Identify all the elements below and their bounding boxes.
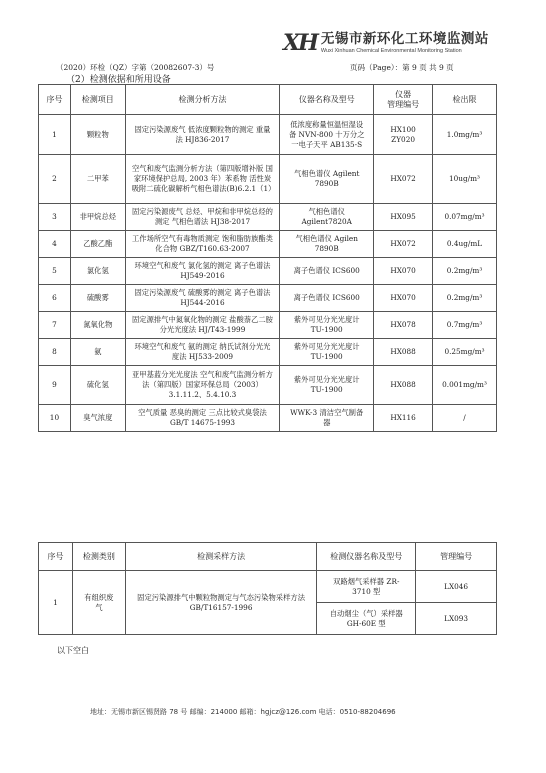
cell-no: 7: [39, 312, 71, 339]
cell-instrument: 紫外可见分光光度计 TU-1900: [280, 312, 374, 339]
cell-method: 工作场所空气有毒物质测定 饱和脂肪族酯类化合物 GBZ/T160.63-2007: [125, 231, 280, 258]
header-sampling-instrument: 检测仪器名称及型号: [317, 543, 416, 571]
header-code: 仪器 管理编号: [374, 85, 433, 115]
header-no: 序号: [39, 543, 73, 571]
station-logo: [283, 32, 489, 55]
table-row: [39, 339, 497, 366]
cell-code: HX100 ZY020: [374, 115, 433, 155]
cell-method: 固定污染源废气 总烃、甲烷和非甲烷总烃的测定 气相色谱法 HJ38-2017: [125, 204, 280, 231]
cell-instrument: 双路烟气采样器 ZR-3710 型: [317, 571, 416, 603]
table-header-row: [39, 543, 497, 571]
cell-instrument: 气相色谱仪 Agilen 7890B: [280, 231, 374, 258]
table-row: [39, 115, 497, 155]
cell-limit: 0.07mg/m³: [433, 204, 497, 231]
table-header-row: [39, 85, 497, 115]
table-row: [39, 312, 497, 339]
cell-method: 亚甲基蓝分光光度法 空气和废气监测分析方法（第四版）国家环保总局（2003）3.1.11.2、5.4.10.3: [125, 366, 280, 405]
cell-code: HX116: [374, 405, 433, 432]
table-row: [39, 285, 497, 312]
table-row: [39, 571, 497, 603]
blank-below-note: 以下空白: [57, 646, 89, 655]
table-row: [39, 405, 497, 432]
cell-limit: 0.001mg/m³: [433, 366, 497, 405]
cell-method: 固定源排气中氮氧化物的测定 盐酸萘乙二胺分光光度法 HJ/T43-1999: [125, 312, 280, 339]
cell-item: 硫化氢: [70, 366, 125, 405]
cell-method: 固定污染源废气 低浓度颗粒物的测定 重量法 HJ836-2017: [125, 115, 280, 155]
cell-no: 8: [39, 339, 71, 366]
cell-instrument: 气相色谱仪 Agilent7820A: [280, 204, 374, 231]
cell-limit: 0.2mg/m³: [433, 285, 497, 312]
cell-item: 颗粒物: [70, 115, 125, 155]
methods-table: [38, 84, 497, 432]
cell-limit: 0.4ug/mL: [433, 231, 497, 258]
table-row: [39, 231, 497, 258]
document-number: （2020）环检（QZ）字第（20082607-3）号: [56, 63, 215, 72]
header-code: 管理编号: [416, 543, 497, 571]
cell-item: 臭气浓度: [70, 405, 125, 432]
table-row: [39, 366, 497, 405]
cell-instrument: 紫外可见分光光度计 TU-1900: [280, 339, 374, 366]
cell-item: 非甲烷总烃: [70, 204, 125, 231]
table-row: [39, 155, 497, 204]
cell-no: 4: [39, 231, 71, 258]
cell-code: HX070: [374, 258, 433, 285]
station-name: 无锡市新环化工环境监测站: [320, 31, 489, 47]
cell-limit: 0.7mg/m³: [433, 312, 497, 339]
cell-item: 氯化氢: [70, 258, 125, 285]
cell-code: LX093: [416, 603, 497, 635]
logo-mark: XH: [283, 30, 317, 56]
cell-instrument: 离子色谱仪 ICS600: [280, 285, 374, 312]
cell-item: 氮氧化物: [70, 312, 125, 339]
cell-method: 固定污染源废气 硫酸雾的测定 离子色谱法 HJ544-2016: [125, 285, 280, 312]
cell-item: 氨: [70, 339, 125, 366]
header-method: 检测分析方法: [125, 85, 280, 115]
cell-instrument: 气相色谱仪 Agilent 7890B: [280, 155, 374, 204]
cell-method: 空气质量 恶臭的测定 三点比较式臭袋法 GB/T 14675-1993: [125, 405, 280, 432]
cell-limit: 10ug/m³: [433, 155, 497, 204]
header-category: 检测类别: [72, 543, 125, 571]
table-row: [39, 204, 497, 231]
cell-method: 空气和废气监测分析方法（第四版增补版 国家环境保护总局, 2003 年）苯系物 活性炭吸附二硫化碳解析气相色谱法(B)6.2.1（1）: [125, 155, 280, 204]
section-title: （2）检测依据和所用设备: [66, 75, 171, 85]
cell-limit: /: [433, 405, 497, 432]
cell-method: 固定污染源排气中颗粒物测定与气态污染物采样方法 GB/T16157-1996: [125, 571, 317, 635]
cell-limit: 1.0mg/m³: [433, 115, 497, 155]
cell-instrument: 低浓度称量恒温恒湿设备 NVN-800 十万分之一电子天平 AB135-S: [280, 115, 374, 155]
cell-no: 9: [39, 366, 71, 405]
cell-method: 环境空气和废气 氨的测定 纳氏试剂分光光度法 HJ533-2009: [125, 339, 280, 366]
cell-method: 环境空气和废气 氯化氢的测定 离子色谱法 HJ549-2016: [125, 258, 280, 285]
cell-limit: 0.2mg/m³: [433, 258, 497, 285]
cell-category: 有组织废气: [72, 571, 125, 635]
seal-stamp-mark: [533, 326, 546, 372]
cell-instrument: 紫外可见分光光度计 TU-1900: [280, 366, 374, 405]
cell-code: HX088: [374, 366, 433, 405]
cell-code: HX072: [374, 155, 433, 204]
header-limit: 检出限: [433, 85, 497, 115]
header-no: 序号: [39, 85, 71, 115]
cell-no: 2: [39, 155, 71, 204]
cell-code: HX072: [374, 231, 433, 258]
cell-no: 6: [39, 285, 71, 312]
header-sampling-method: 检测采样方法: [125, 543, 317, 571]
cell-code: LX046: [416, 571, 497, 603]
sampling-table: [38, 542, 497, 635]
cell-code: HX088: [374, 339, 433, 366]
cell-item: 乙酸乙酯: [70, 231, 125, 258]
cell-instrument: 离子色谱仪 ICS600: [280, 258, 374, 285]
methods-table-body: [39, 115, 497, 432]
cell-no: 3: [39, 204, 71, 231]
cell-no: 10: [39, 405, 71, 432]
cell-code: HX078: [374, 312, 433, 339]
page-info: 页码（Page）：第 9 页 共 9 页: [350, 63, 454, 72]
cell-limit: 0.25mg/m³: [433, 339, 497, 366]
cell-no: 1: [39, 571, 73, 635]
cell-item: 硫酸雾: [70, 285, 125, 312]
table-row: [39, 258, 497, 285]
cell-no: 1: [39, 115, 71, 155]
cell-code: HX070: [374, 285, 433, 312]
cell-no: 5: [39, 258, 71, 285]
footer-contact: 地址：无锡市新区锡贤路 78 号 邮编：214000 邮箱：hgjcz@126.com 电话：0510-88204696: [90, 708, 396, 716]
cell-instrument: WWK-3 清洁空气制备器: [280, 405, 374, 432]
cell-instrument: 自动烟尘（气）采样器 GH-60E 型: [317, 603, 416, 635]
cell-item: 二甲苯: [70, 155, 125, 204]
station-name-en: Wuxi Xinhuan Chemical Environmental Monitoring Station: [320, 48, 462, 54]
header-instrument: 仪器名称及型号: [280, 85, 374, 115]
cell-code: HX095: [374, 204, 433, 231]
header-item: 检测项目: [70, 85, 125, 115]
